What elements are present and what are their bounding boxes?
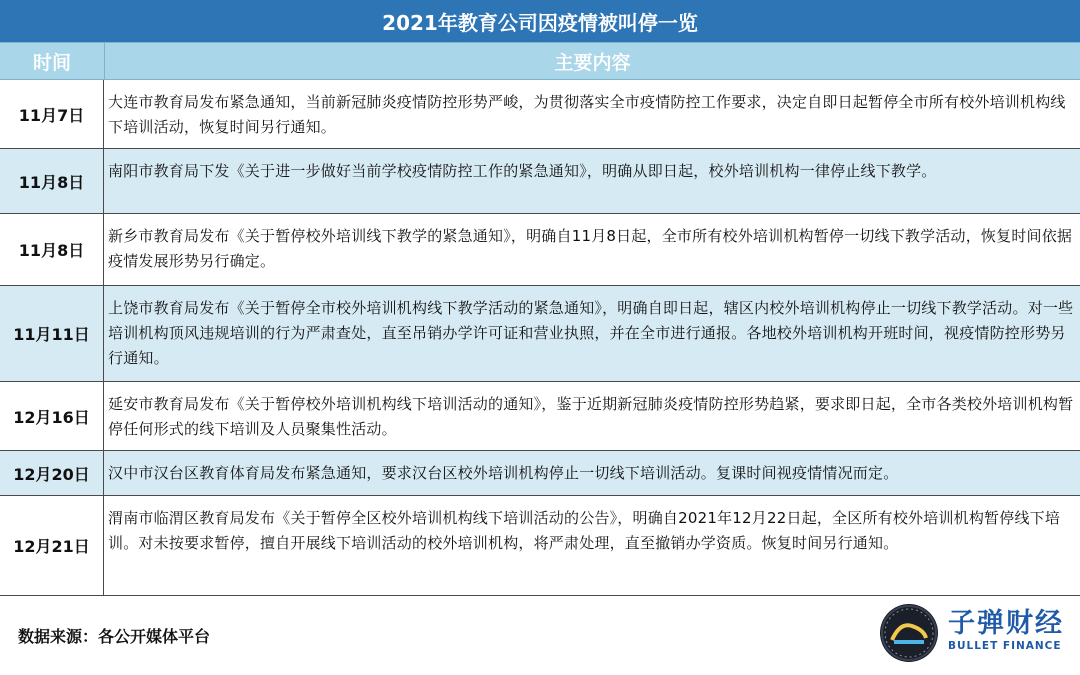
row-content: 上饶市教育局发布《关于暂停全市校外培训机构线下教学活动的紧急通知》，明确自即日起，辖区内校外培训机构停止一切线下教学活动。对一些培训机构顶风违规培训的行为严肃查处，直至吊销办学许可证和营业执照，并在全市进行通报。各地校外培训机构开班时间，视疫情防控形势另行通知。 <box>108 299 1074 367</box>
row-date: 12月16日 <box>0 382 104 450</box>
table-row <box>0 286 1080 382</box>
table-row <box>0 214 1080 286</box>
row-content: 延安市教育局发布《关于暂停校外培训机构线下培训活动的通知》，鉴于近期新冠肺炎疫情防控形势趋紧，要求即日起，全市各类校外培训机构暂停任何形式的线下培训及人员聚集性活动。 <box>108 395 1074 438</box>
table-header <box>0 42 1080 80</box>
row-content: 渭南市临渭区教育局发布《关于暂停全区校外培训机构线下培训活动的公告》，明确自2021年12月22日起，全区所有校外培训机构暂停线下培训。对未按要求暂停，擅自开展线下培训活动的校外培训机构，将严肃处理，直至撤销办学资质。恢复时间另行通知。 <box>108 509 1061 552</box>
table-row <box>0 80 1080 149</box>
row-content: 南阳市教育局下发《关于进一步做好当前学校疫情防控工作的紧急通知》，明确从即日起，校外培训机构一律停止线下教学。 <box>108 162 937 180</box>
row-date: 11月7日 <box>0 80 104 148</box>
row-content: 大连市教育局发布紧急通知，当前新冠肺炎疫情防控形势严峻，为贯彻落实全市疫情防控工作要求，决定自即日起暂停全市所有校外培训机构线下培训活动，恢复时间另行通知。 <box>108 93 1066 136</box>
row-date: 11月8日 <box>0 214 104 285</box>
row-date: 11月11日 <box>0 286 104 381</box>
bullet-finance-emblem-icon <box>880 604 938 662</box>
table-row <box>0 149 1080 214</box>
table-row <box>0 496 1080 596</box>
logo <box>948 608 1074 652</box>
notice-table <box>0 80 1080 596</box>
table-row <box>0 451 1080 496</box>
row-date: 11月8日 <box>0 149 104 213</box>
row-date: 12月21日 <box>0 496 104 595</box>
logo-name-cn: 子弹财经 <box>948 608 1064 639</box>
logo-name-en: BULLET FINANCE <box>948 640 1062 652</box>
row-date: 12月20日 <box>0 451 104 495</box>
table-row <box>0 382 1080 451</box>
header-time: 时间 <box>0 43 105 79</box>
header-content: 主要内容 <box>554 51 631 74</box>
table-title: 2021年教育公司因疫情被叫停一览 <box>0 0 1080 42</box>
data-source: 数据来源：各公开媒体平台 <box>18 627 211 646</box>
footer <box>0 596 1080 675</box>
row-content: 汉中市汉台区教育体育局发布紧急通知，要求汉台区校外培训机构停止一切线下培训活动。复课时间视疫情情况而定。 <box>108 464 899 482</box>
row-content: 新乡市教育局发布《关于暂停校外培训线下教学的紧急通知》，明确自11月8日起，全市所有校外培训机构暂停一切线下教学活动，恢复时间依据疫情发展形势另行确定。 <box>108 227 1073 270</box>
